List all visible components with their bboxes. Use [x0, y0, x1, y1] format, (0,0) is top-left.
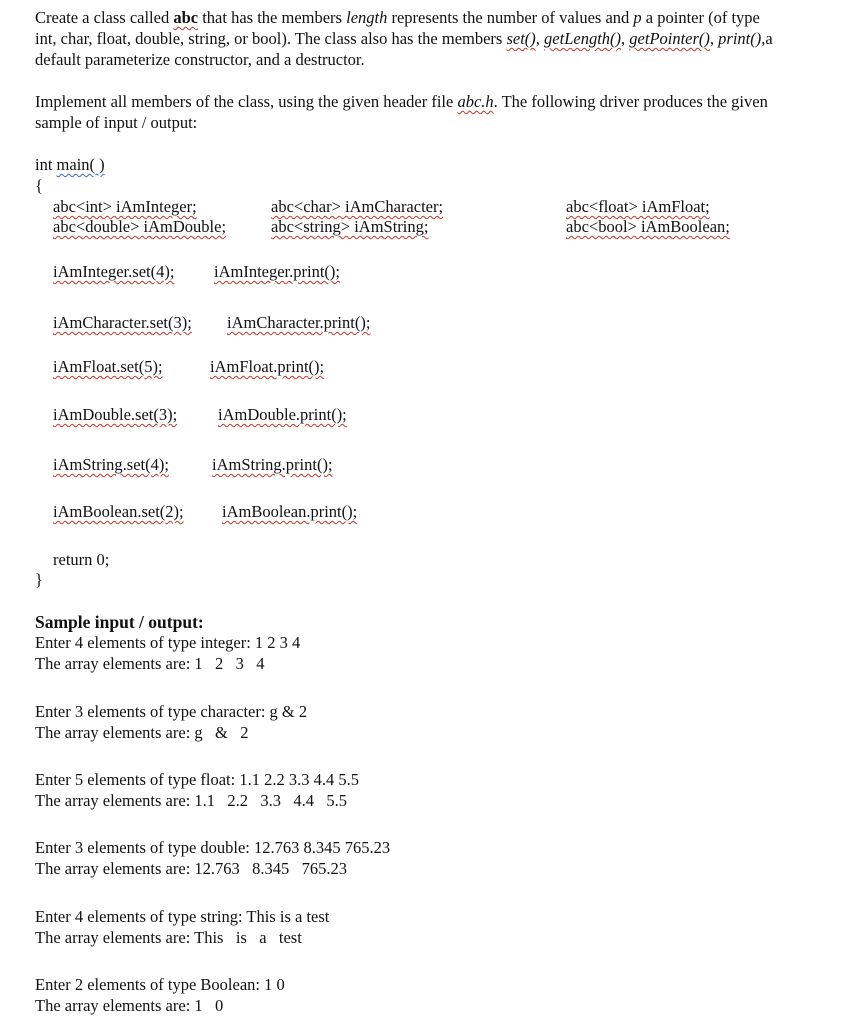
separator: , — [621, 29, 630, 48]
print-int: iAmInteger.print(); — [214, 262, 341, 281]
intro-text: ,a — [761, 29, 773, 48]
member-length: length — [346, 8, 388, 27]
keyword-int: int — [35, 155, 57, 174]
print-string: iAmString.print(); — [212, 455, 333, 474]
intro-text: represents the number of values and — [387, 8, 634, 27]
intro-text: Create a class called — [35, 8, 174, 27]
sample-line: The array elements are: 1 2 3 4 — [35, 654, 265, 673]
member-getpointer: getPointer() — [629, 29, 710, 48]
print-float: iAmFloat.print(); — [210, 357, 325, 376]
header-file-name: abc.h — [457, 92, 494, 111]
intro-text: int, char, float, double, string, or bool). The class also has the members — [35, 29, 507, 48]
intro-text: a pointer (of type — [641, 8, 760, 27]
set-double: iAmDouble.set(3); — [53, 405, 178, 424]
intro-line-3: default parameterize constructor, and a destructor. — [35, 50, 365, 69]
member-p: p — [633, 8, 642, 27]
member-getlength: getLength() — [544, 29, 622, 48]
decl-bool: abc<bool> iAmBoolean; — [566, 217, 730, 236]
decl-float: abc<float> iAmFloat; — [566, 197, 710, 216]
print-bool: iAmBoolean.print(); — [222, 502, 358, 521]
intro-text: . The following driver produces the given — [493, 92, 768, 111]
return-statement: return 0; — [53, 550, 110, 569]
decl-double: abc<double> iAmDouble; — [53, 217, 227, 236]
sample-line: Enter 5 elements of type float: 1.1 2.2 3.3 4.4 5.5 — [35, 770, 359, 789]
sample-line: Enter 4 elements of type string: This is a test — [35, 907, 330, 926]
set-float: iAmFloat.set(5); — [53, 357, 163, 376]
print-double: iAmDouble.print(); — [218, 405, 347, 424]
sample-line: The array elements are: 1.1 2.2 3.3 4.4 5.5 — [35, 791, 348, 810]
set-int: iAmInteger.set(4); — [53, 262, 175, 281]
decl-int: abc<int> iAmInteger; — [53, 197, 197, 216]
main-signature — [35, 155, 105, 175]
main-function-name: main( ) — [56, 155, 105, 174]
separator: , — [709, 29, 719, 48]
sample-heading: Sample input / output: — [35, 612, 204, 632]
intro2-line-2: sample of input / output: — [35, 113, 198, 132]
set-string: iAmString.set(4); — [53, 455, 169, 474]
separator: , — [535, 29, 545, 48]
sample-line: The array elements are: 1 0 — [35, 996, 224, 1015]
sample-line: The array elements are: g & 2 — [35, 723, 249, 742]
intro-line-2 — [35, 29, 773, 49]
sample-line: Enter 2 elements of type Boolean: 1 0 — [35, 975, 285, 994]
open-brace: { — [35, 176, 43, 195]
intro-line-1 — [35, 8, 760, 28]
decl-char: abc<char> iAmCharacter; — [271, 197, 444, 216]
sample-line: Enter 3 elements of type character: g & 2 — [35, 702, 308, 721]
intro-text: Implement all members of the class, using the given header file — [35, 92, 458, 111]
close-brace: } — [35, 570, 43, 589]
print-char: iAmCharacter.print(); — [227, 313, 371, 332]
member-print: print() — [718, 29, 762, 48]
sample-line: Enter 4 elements of type integer: 1 2 3 4 — [35, 633, 301, 652]
intro2-line-1 — [35, 92, 768, 112]
sample-line: The array elements are: This is a test — [35, 928, 302, 947]
intro-text: that has the members — [198, 8, 347, 27]
member-set: set() — [506, 29, 536, 48]
class-name: abc — [173, 8, 199, 27]
set-bool: iAmBoolean.set(2); — [53, 502, 184, 521]
set-char: iAmCharacter.set(3); — [53, 313, 192, 332]
decl-string: abc<string> iAmString; — [271, 217, 429, 236]
sample-line: The array elements are: 12.763 8.345 765.23 — [35, 859, 348, 878]
sample-line: Enter 3 elements of type double: 12.763 8.345 765.23 — [35, 838, 391, 857]
